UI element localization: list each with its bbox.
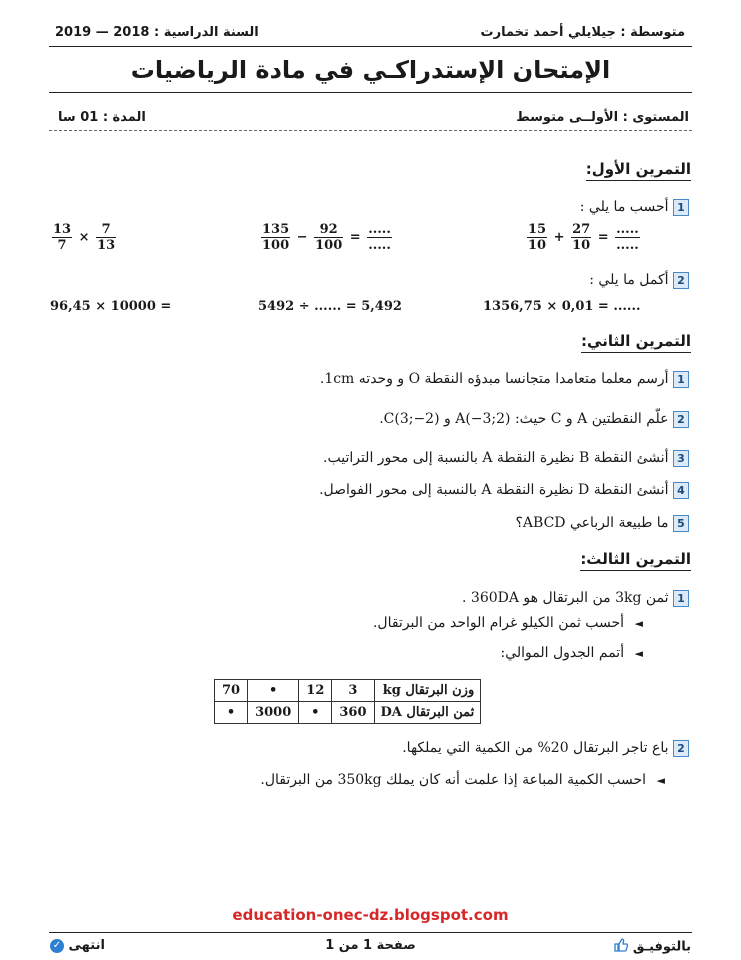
numerator: 92 [314,222,343,238]
header-rule [49,46,692,47]
exercise-2-title: التمرين الثاني: [581,332,691,353]
table-cell: 70 [215,680,248,702]
ex2-item-4 [319,482,689,499]
ex3-question-1 [462,590,689,607]
page-title: الإمتحان الإستدراكـي في مادة الرياضيات [130,56,611,84]
question-text: علّم النقطتين A و C حيث: A(−3;2) و C(3;−2). [379,411,669,427]
table-cell: 12 [299,680,332,702]
ex3-bullet-2 [500,645,643,661]
question-text: ثمن 3kg من البرتقال هو 360DA . [462,590,669,606]
duration: المدة : 01 سا [58,110,146,125]
good-luck-text: بالتوفيـق [632,939,691,955]
question-number: 5 [673,515,689,532]
operator: − [296,230,308,245]
ex3-bullet-1 [373,615,643,631]
denominator: 10 [528,238,547,253]
price-table [214,679,481,724]
bullet-text: احسب الكمية المباعة إذا علمت أنه كان يملك 350kg من البرتقال. [260,772,647,788]
table-cell: 3 [332,680,374,702]
question-number: 1 [673,371,689,388]
row-label-price: ثمن البرتقال DA [374,702,481,724]
denominator: 100 [315,238,343,253]
check-circle-icon: ✓ [50,939,64,953]
denominator: 100 [262,238,290,253]
school-name: متوسطة : جيلايلي أحمد تخمارت [480,25,685,40]
numerator: 27 [572,222,591,237]
ex2-item-5 [515,515,689,532]
table-cell: 360 [332,702,374,724]
ex2-item-3 [323,450,689,467]
denominator: 7 [57,238,67,253]
ex3-bullet-3 [260,772,665,788]
bullet-text: أتمم الجدول الموالي: [500,645,625,661]
bullet-text: أحسب ثمن الكيلو غرام الواحد من البرتقال. [372,615,625,631]
triangle-bullet-icon: ◄ [656,774,665,787]
ex2-item-1 [320,371,689,388]
table-cell: • [248,680,299,702]
exercise-3-title: التمرين الثالث: [580,550,691,571]
question-number: 1 [673,199,689,216]
table-row [215,702,481,724]
complete-item-2: 5492 ÷ ...... = 5,492 [258,299,402,314]
denominator: ..... [616,238,639,253]
end-text: انتهى [68,938,105,953]
question-number: 2 [673,411,689,428]
level: المستوى : الأولــى متوسط [516,110,689,125]
question-text: أكمل ما يلي : [589,272,669,288]
footer-rule [49,932,692,933]
table-row [215,680,481,702]
numerator: 135 [262,222,290,237]
denominator: 10 [572,238,591,253]
denominator: 13 [97,238,116,253]
triangle-bullet-icon: ◄ [634,647,643,660]
ex2-item-2 [379,411,689,428]
question-number: 2 [673,272,689,289]
table-cell: • [215,702,248,724]
ex3-question-2 [402,740,689,757]
question-number: 3 [673,450,689,467]
header-dashed-rule [49,130,692,131]
question-text: أنشئ النقطة B نظيرة النقطة A بالنسبة إلى محور التراتيب. [323,450,669,466]
title-rule [49,92,692,93]
exercise-1-title: التمرين الأول: [586,160,691,181]
equals: = [597,230,609,245]
fraction-diff-2 [259,222,394,253]
operator: × [78,230,90,245]
question-text: أحسب ما يلي : [579,199,669,215]
question-number: 4 [673,482,689,499]
fraction-product-3 [50,222,118,253]
question-text: ما طبيعة الرباعي ABCD؟ [515,515,669,531]
fraction-sum-1 [525,222,642,253]
end-marker [50,938,105,953]
source-url: education-onec-dz.blogspot.com [232,906,509,924]
page-number: صفحة 1 من 1 [325,938,416,953]
triangle-bullet-icon: ◄ [634,617,643,630]
numerator: 15 [528,222,547,237]
row-label-weight: وزن البرتقال kg [374,680,481,702]
numerator: 13 [53,222,72,237]
denominator: ..... [368,238,391,253]
question-text: باع تاجر البرتقال 20% من الكمية التي يملكها. [402,740,669,756]
question-number: 2 [673,740,689,757]
question-text: أرسم معلما متعامدا متجانسا مبدؤه النقطة O و وحدته 1cm. [319,371,669,387]
ex1-question-2 [589,272,689,289]
equals: = [349,230,361,245]
numerator: ..... [368,222,391,237]
operator: + [553,230,565,245]
table-cell: 3000 [248,702,299,724]
question-number: 1 [673,590,689,607]
numerator: ..... [616,222,639,237]
complete-item-3: 96,45 × 10000 = [50,299,172,314]
numerator: 7 [96,222,116,238]
ex1-question-1 [580,199,689,216]
table-cell: • [299,702,332,724]
complete-item-1: 1356,75 × 0,01 = ...... [483,299,641,314]
school-year: السنة الدراسية : 2018 — 2019 [55,25,259,40]
question-text: أنشئ النقطة D نظيرة النقطة A بالنسبة إلى محور الفواصل. [319,482,669,498]
